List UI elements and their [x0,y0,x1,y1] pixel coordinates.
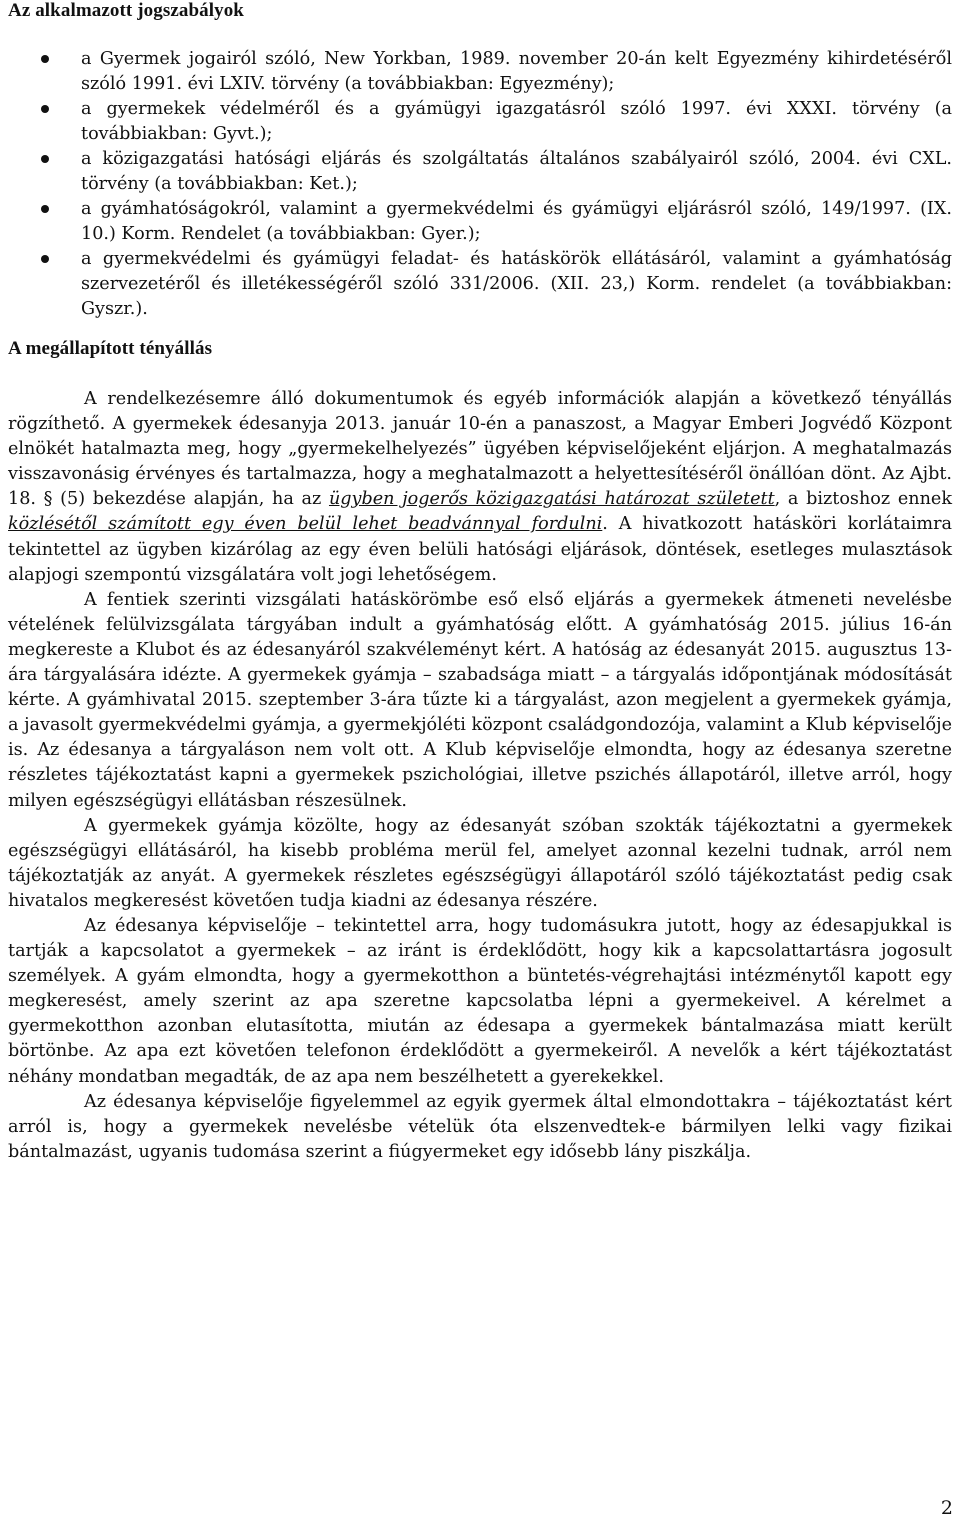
list-item-text: a gyámhatóságokról, valamint a gyermekvédelmi és gyámügyi eljárásról szóló, 149/1997. (IX. 10.) Korm. Rendelet (a továbbiakban: Gyer.); [81,199,952,244]
paragraph-2: A fentiek szerinti vizsgálati hatáskörömbe eső első eljárás a gyermekek átmeneti nevelésbe vételének felülvizsgálata tárgyában indult a gyámhatóság előtt. A gyámhatóság 2015. július 16-án megkereste a Klubot és az édesanyáról szakvéleményt kért. A hatóság az édesanyát 2015. augusztus 13-ára tárgyalására idézte. A gyermekek gyámja – szabadsága miatt – a tárgyalás időpontjának módosítását kérte. A gyámhivatal 2015. szeptember 3-ára tűzte ki a tárgyalást, azon megjelent a gyermekek gyámja, a javasolt gyermekvédelmi gyámja, a gyermekjóléti központ családgondozója, valamint a Klub képviselője is. Az édesanya a tárgyaláson nem volt ott. A Klub képviselője elmondta, hogy az édesanya szeretne részletes tájékoztatást kapni a gyermekek pszichológiai, illetve pszichés állapotáról, illetve arról, hogy milyen egészségügyi ellátásban részesülnek. [8,589,952,811]
list-item [8,47,952,97]
paragraph-1-part-a: A rendelkezésemre álló dokumentumok és egyéb információk alapján a következő tényállás rögzíthető. A gyermekek édesanyja 2013. január 10-én a panaszost, a Magyar Emberi Jogvédő Központ elnökét hatalmazta meg, hogy „gyermekelhelyezés” ügyében képviselőjeként eljárjon. A meghatalmazás visszavonásig érvényes és tartalmazza, hogy a meghatalmazott a helyettesítéséről önállóan dönt. Az Ajbt. 18. § (5) bekezdése alapján, ha az [8,389,952,510]
bullet-icon [41,55,49,63]
bullet-icon [41,205,49,213]
list-item [8,147,952,197]
applied-laws-list [8,47,952,322]
bullet-icon [41,105,49,113]
paragraph-1 [8,387,952,588]
section-title-applied-laws: Az alkalmazott jogszabályok [8,0,244,21]
facts-body [8,387,952,1165]
list-item-text: a Gyermek jogairól szóló, New Yorkban, 1989. november 20-án kelt Egyezmény kihirdetéséről szóló 1991. évi LXIV. törvény (a továbbiakban: Egyezmény); [81,49,952,94]
paragraph-1-part-c: . A hivatkozott hatásköri korlátaimra tekintettel az ügyben kizárólag az egy éven belüli hatósági eljárások, döntések, esetleges mulasztások alapjogi szempontú vizsgálatára volt jogi lehetőségem. [8,514,952,585]
bullet-icon [41,255,49,263]
bullet-icon [41,155,49,163]
paragraph-4: Az édesanya képviselője – tekintettel arra, hogy tudomásukra jutott, hogy az édesapjukkal is tartják a kapcsolatot a gyermekek – az iránt is érdeklődött, hogy kik a kapcsolattartásra jogosult személyek. A gyám elmondta, hogy a gyermekotthon a büntetés-végrehajtási intézménytől kapott egy megkeresést, amely szerint az apa szeretne kapcsolatba lépni a gyermekeivel. A kérelmet a gyermekotthon azonban elutasította, miután az édesapa a gyermekek bántalmazása miatt került börtönbe. Az apa ezt követően telefonon érdeklődött a gyermekeiről. A nevelők a kért tájékoztatást néhány mondatban megadták, de az apa nem beszélhetett a gyerekekkel. [8,915,952,1087]
paragraph-3: A gyermekek gyámja közölte, hogy az édesanyát szóban szokták tájékoztatni a gyermekek egészségügyi ellátásáról, ha kisebb probléma merül fel, amelyet azonnal kezelni tudnak, arról nem tájékoztatják az anyát. A gyermekek részletes egészségügyi állapotáról szóló tájékoztatást pedig csak hivatalos megkeresést követően tudja kiadni az édesanya részére. [8,815,952,911]
quoted-law-text-2: közlésétől számított egy éven belül lehet beadvánnyal fordulni [8,514,603,535]
page-number: 2 [940,1497,953,1519]
list-item [8,97,952,147]
list-item [8,197,952,247]
paragraph-5: Az édesanya képviselője figyelemmel az egyik gyermek által elmondottakra – tájékoztatást kért arról is, hogy a gyermekek nevelésbe vételük óta elszenvedtek-e bármilyen lelki vagy fizikai bántalmazást, ugyanis tudomása szerint a fiúgyermeket egy idősebb lány piszkálja. [8,1091,952,1162]
list-item-text: a gyermekek védelméről és a gyámügyi igazgatásról szóló 1997. évi XXXI. törvény (a továbbiakban: Gyvt.); [81,99,952,144]
paragraph-1-part-b: , a biztoshoz ennek [774,489,952,510]
quoted-law-text-1: ügyben jogerős közigazgatási határozat született [328,489,775,510]
section-title-established-facts: A megállapított tényállás [8,338,213,359]
list-item-text: a közigazgatási hatósági eljárás és szolgáltatás általános szabályairól szóló, 2004. évi CXL. törvény (a továbbiakban: Ket.); [81,149,952,194]
list-item [8,247,952,322]
list-item-text: a gyermekvédelmi és gyámügyi feladat- és hatáskörök ellátásáról, valamint a gyámhatóság szervezetéről és illetékességéről szóló 331/2006. (XII. 23,) Korm. rendelet (a továbbiakban: Gyszr.). [81,249,952,319]
